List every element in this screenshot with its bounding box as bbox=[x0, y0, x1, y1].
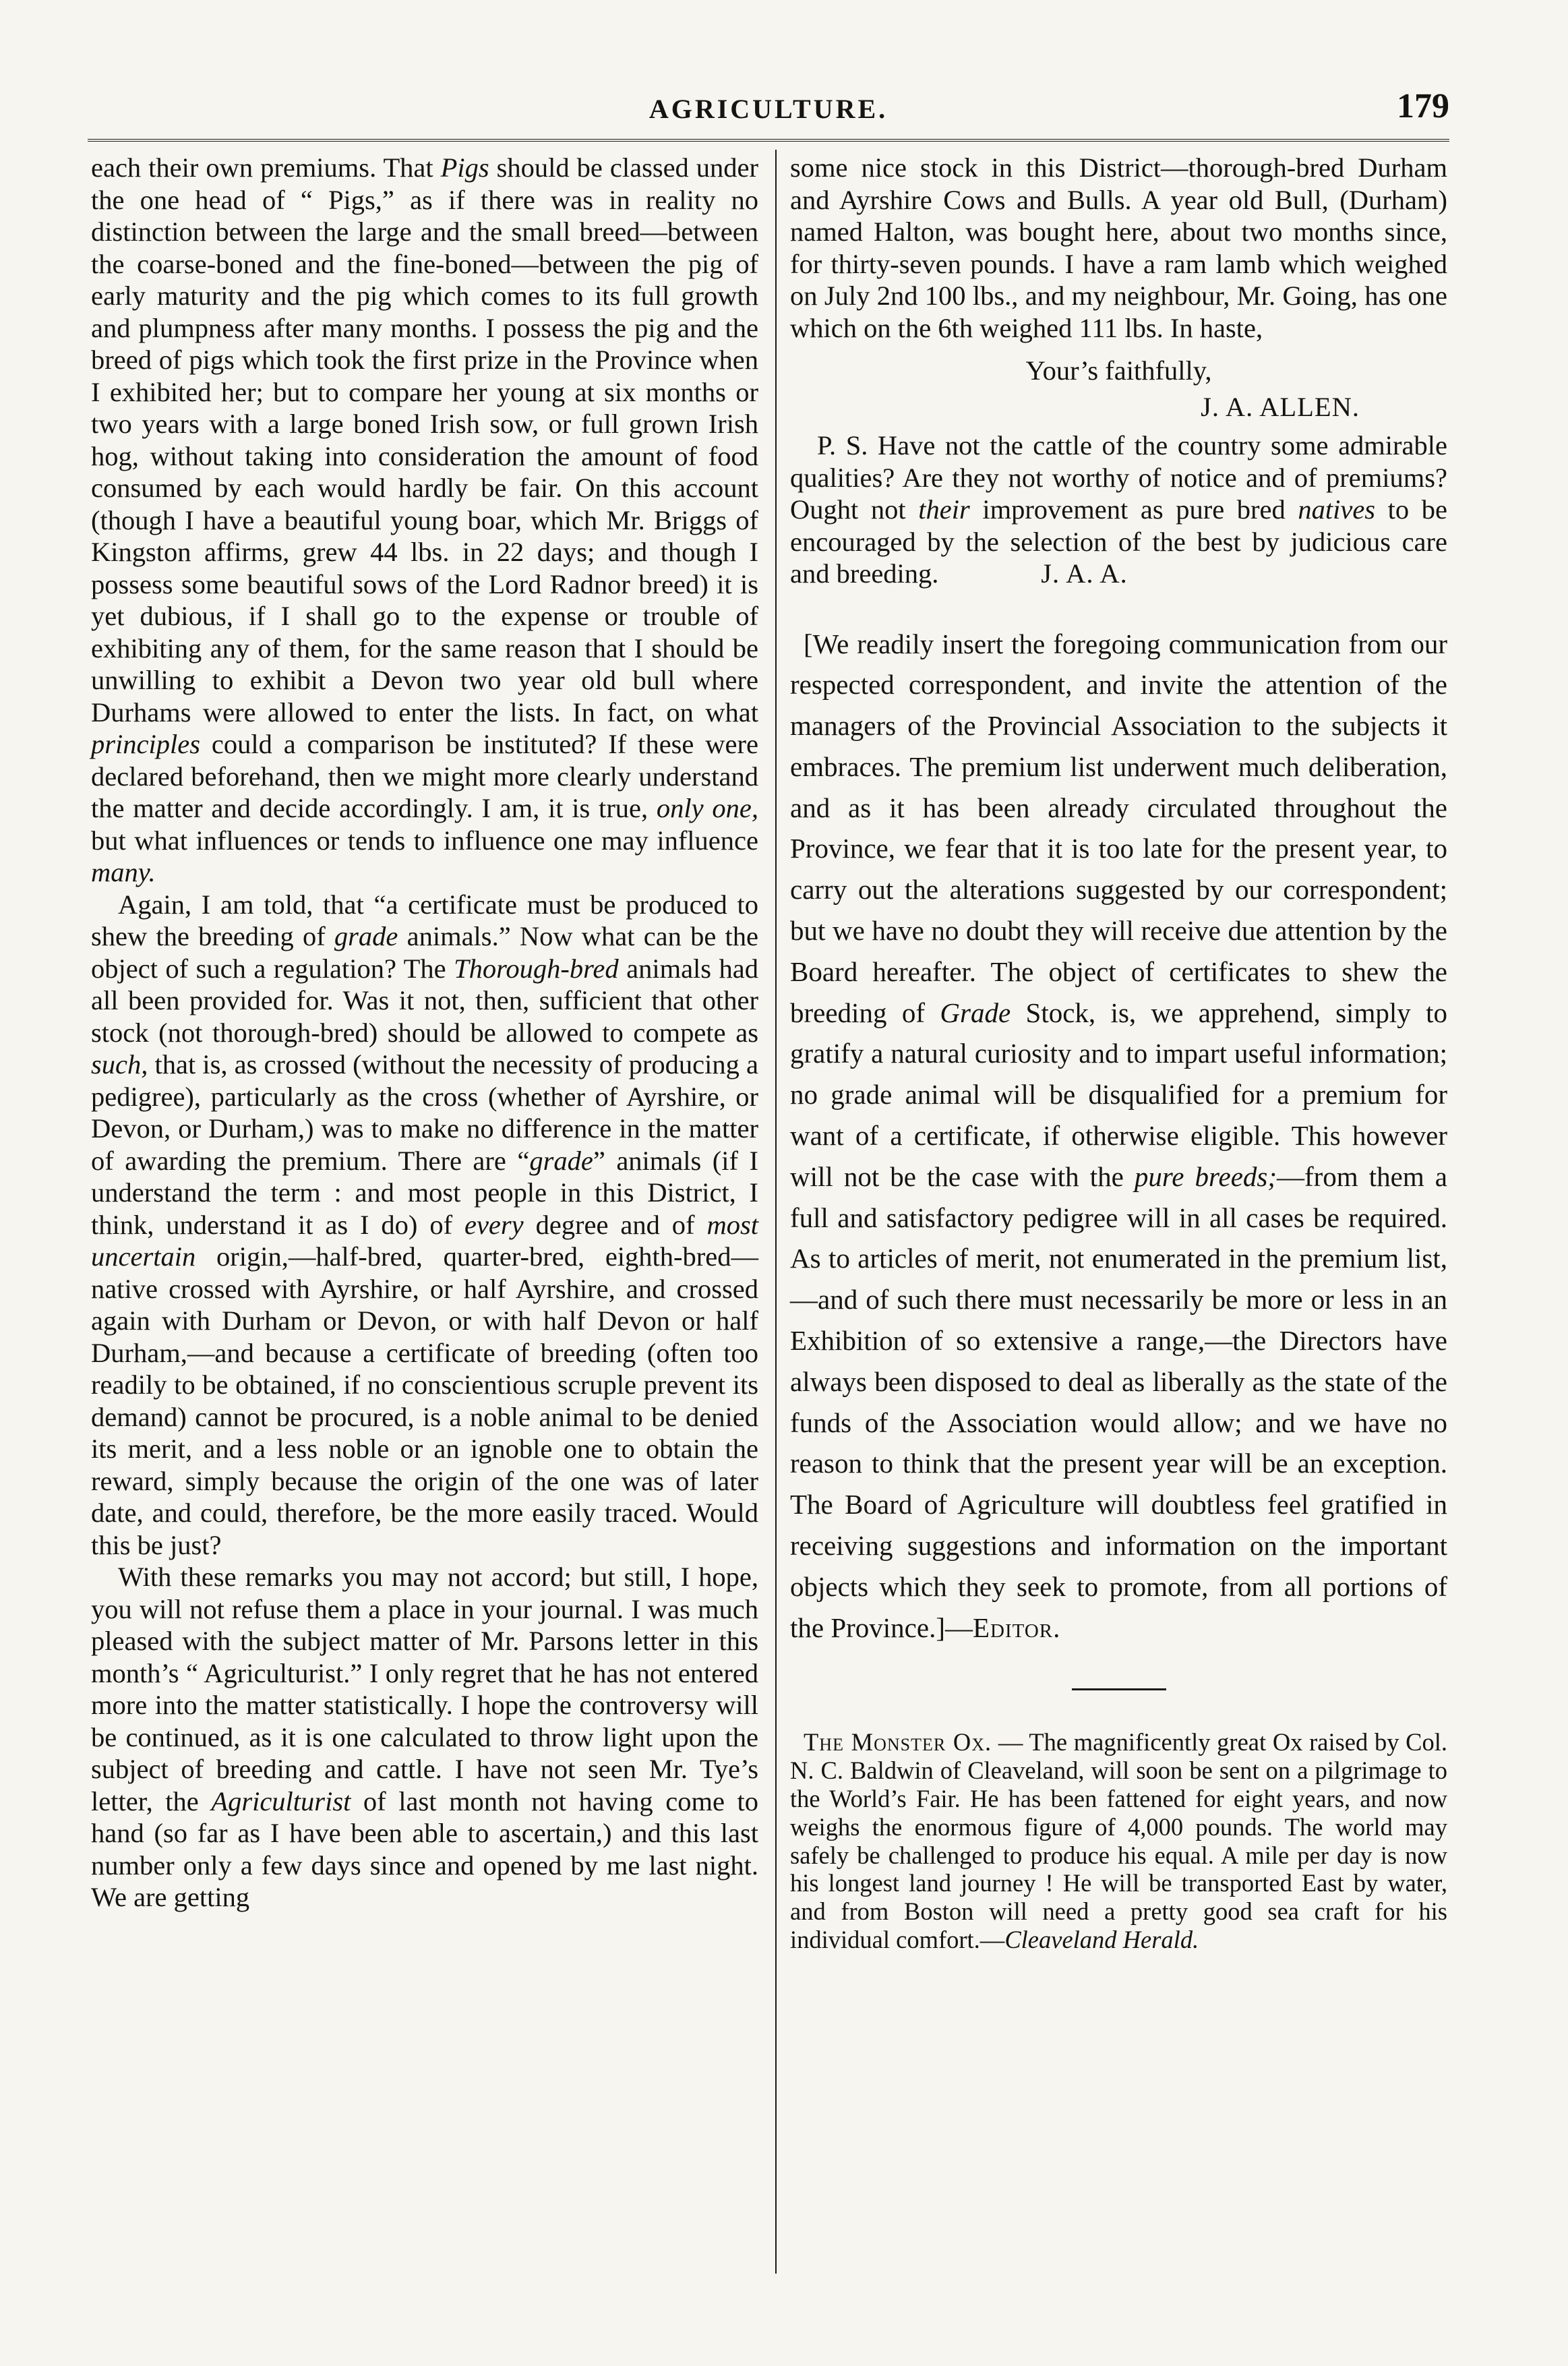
news-item-title: The Monster Ox. bbox=[804, 1728, 992, 1756]
letter-closing: Your’s faithfully, bbox=[1025, 355, 1212, 386]
letter-signature: J. A. ALLEN. bbox=[1201, 391, 1360, 422]
letter-paragraph: some nice stock in this District—thorough-bred Durham and Ayrshire Cows and Bulls. A year old Bull, (Durham) named Halton, was bought here, about two months since, for thirty-seven pounds. I have a ram lamb which weighed on July 2nd 100 lbs., and my neighbour, Mr. Going, has one which on the 6th weighed 111 lbs. In haste, bbox=[790, 152, 1447, 343]
letter-paragraph: each their own premiums. That Pigs should be classed under the one head of “ Pigs,” as if there was in reality no distinction between the large and the small breed—between the coarse-boned and the fine-boned—between the pig of early maturity and the pig which comes to its full growth and plumpness after many months. I possess the pig and the breed of pigs which took the first prize in the Province when I exhibited her; but to compare her young at six months or two years with a large boned Irish sow, or full grown Irish hog, without taking into consideration the amount of food consumed by each would hardly be fair. On this account (though I have a beautiful young boar, which Mr. Briggs of Kingston affirms, grew 44 lbs. in 22 days; and though I possess some beautiful sows of the Lord Radnor breed) it is yet dubious, if I shall go to the expense or trouble of exhibiting any of them, for the same reason that I should be unwilling to exhibit a Devon two year old bull where Durhams were allowed to enter the lists. In fact, on what principles could a comparison be instituted? If these were declared beforehand, then we might more clearly understand the matter and decide accordingly. I am, it is true, only one, but what influences or tends to influence one may influence many. bbox=[91, 152, 759, 887]
header-rule bbox=[88, 139, 1449, 142]
left-column bbox=[91, 152, 758, 1914]
section-rule bbox=[1072, 1688, 1166, 1690]
letter-paragraph: Again, I am told, that “a certificate must be produced to shew the breeding of grade animals.” Now what can be the object of such a regulation? The Thorough-bred animals had all been provided for. Was it not, then, sufficient that other stock (not thorough-bred) should be allowed to compete as such, that is, as crossed (without the necessity of producing a pedigree), particularly as the cross (whether of Ayrshire, or Devon, or Durham,) was to make no difference in the matter of awarding the premium. There are “grade” animals (if I understand the term : and most people in this District, I think, understand it as I do) of every degree and of most uncertain origin,—half-bred, quarter-bred, eighth-bred— native crossed with Ayrshire, or half Ayrshire, and crossed again with Durham or Devon, or with half Devon or half Durham,—and because a certificate of breeding (often too readily to be obtained, if no conscientious scruple prevent its demand) cannot be procured, is a noble animal to be denied its merit, and a less noble or an ignoble one to obtain the reward, simply because the origin of the one was of later date, and could, therefore, be the more easily traced. Would this be just? bbox=[91, 889, 758, 1560]
letter-paragraph: With these remarks you may not accord; but still, I hope, you will not refuse them a place in your journal. I was much pleased with the subject matter of Mr. Parsons letter in this month’s “ Agriculturist.” I only regret that he has not entered more into the matter statistically. I hope the controversy will be continued, as it is one calculated to throw light upon the subject of breeding and cattle. I have not seen Mr. Tye’s letter, the Agriculturist of last month not having come to hand (so far as I have been able to ascertain,) and this last number only a few days since and opened by me last night. We are getting bbox=[91, 1562, 758, 1912]
page-header bbox=[88, 86, 1449, 134]
postscript: P. S. Have not the cattle of the country some admirable qualities? Are they not worthy of notice and of premiums? Ought not their improvement as pure bred natives to be encouraged by the selection of the best by judicious care and breeding. J. A. A. bbox=[790, 430, 1447, 589]
page-number: 179 bbox=[1397, 87, 1449, 125]
editorial-note: [We readily insert the foregoing communication from our respected correspondent, and invite the attention of the managers of the Provincial Association to the subjects it embraces. The premium list underwent much deliberation, and as it has been already circulated throughout the Province, we fear that it is too late for the present year, to carry out the alterations suggested by our correspondent; but we have no doubt they will receive due attention by the Board hereafter. The object of certificates to shew the breeding of Grade Stock, is, we apprehend, simply to gratify a natural curiosity and to impart useful information; no grade animal will be disqualified for a premium for want of a certificate, if otherwise eligible. This however will not be the case with the pure breeds;—from them a full and satisfactory pedigree will in all cases be required. As to articles of merit, not enumerated in the premium list,—and of such there must necessarily be more or less in an Exhibition of so extensive a range,—the Directors have always been disposed to deal as liberally as the state of the funds of the Association would allow; and we have no reason to think that the present year will be an exception. The Board of Agriculture will doubtless feel gratified in receiving suggestions and information on the important objects which they seek to promote, from all portions of the Province.]—Editor. bbox=[790, 628, 1448, 1643]
right-column bbox=[790, 152, 1447, 1954]
running-head: AGRICULTURE. bbox=[649, 94, 888, 124]
news-item-source: Cleaveland Herald. bbox=[1004, 1926, 1199, 1953]
editor-credit: Editor. bbox=[972, 1611, 1061, 1643]
column-divider bbox=[775, 150, 777, 2274]
news-item-monster-ox: The Monster Ox. — The magnificently great Ox raised by Col. N. C. Baldwin of Cleaveland, will soon be sent on a pilgrimage to the World’s Fair. He has been fattened for eight years, and now weighs the enormous figure of 4,000 pounds. The world may safely be challenged to produce his equal. A mile per day is now his longest land journey ! He will be transported East by water, and from Boston will need a pretty good sea craft for his individual comfort.—Cleaveland Herald. bbox=[790, 1728, 1447, 1953]
postscript-initials: J. A. A. bbox=[1041, 558, 1128, 589]
